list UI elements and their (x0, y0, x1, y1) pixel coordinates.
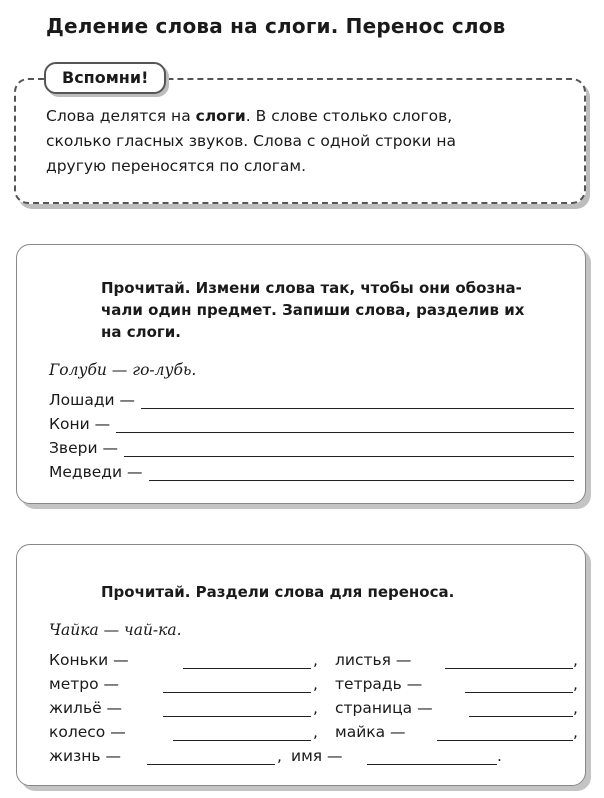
remember-line: сколько гласных звуков. Слова с одной строки на (46, 132, 457, 150)
task-1-word-list (49, 385, 574, 481)
remember-line: Слова делятся на слоги. В слове столько слогов, (46, 107, 453, 125)
row-end-mark: , (573, 723, 578, 741)
answer-blank[interactable] (367, 748, 497, 765)
word-row (49, 409, 574, 433)
word-pair-row: метро — , тетрадь — , (49, 675, 578, 693)
word-pair-row: жильё — , страница — , (49, 699, 578, 717)
word-pair-row: колесо — , майка — , (49, 723, 578, 741)
remember-line: другую переносятся по слогам. (46, 157, 307, 175)
row-end-mark: , (573, 651, 578, 669)
instruction-line: Прочитай. Измени слова так, чтобы они обозна- (101, 279, 522, 297)
task-1-instruction (101, 277, 524, 343)
answer-blank[interactable] (163, 700, 311, 717)
word-label: Звери — (49, 439, 118, 457)
word-label: колесо — (49, 723, 126, 741)
word-label: майка — (335, 723, 406, 741)
word-label: Кони — (49, 415, 111, 433)
task-2-instruction (101, 581, 454, 603)
word-row (49, 457, 574, 481)
row-end-mark: , (573, 699, 578, 717)
word-label: страница — (335, 699, 433, 717)
word-label: Коньки — (49, 651, 129, 669)
word-pair-row: жизнь — , имя — . (49, 747, 502, 765)
row-end-mark: . (497, 747, 502, 765)
word-label: метро — (49, 675, 120, 693)
task-1-example: Голуби — го-лубь. (49, 361, 197, 379)
word-label: тетрадь — (335, 675, 423, 693)
word-row (49, 385, 574, 409)
instruction-line: чали один предмет. Запиши слова, разделив их (101, 301, 525, 319)
task-2-panel (16, 544, 586, 786)
remember-tag: Вспомни! (44, 62, 166, 94)
answer-blank[interactable] (147, 748, 275, 765)
instruction-line: Прочитай. Раздели слова для переноса. (101, 583, 455, 601)
word-label: жильё — (49, 699, 123, 717)
instruction-line: на слоги. (101, 323, 181, 341)
remember-text (46, 104, 566, 179)
task-2-word-pairs (49, 645, 579, 765)
answer-blank[interactable] (163, 676, 311, 693)
answer-blank[interactable] (437, 724, 573, 741)
answer-blank[interactable] (183, 652, 311, 669)
word-pair-row: Коньки — , листья — , (49, 651, 578, 669)
answer-blank[interactable] (469, 700, 573, 717)
answer-blank[interactable] (141, 392, 574, 409)
page-title: Деление слова на слоги. Перенос слов (46, 14, 506, 38)
answer-blank[interactable] (173, 724, 311, 741)
row-end-mark: , (573, 675, 578, 693)
answer-blank[interactable] (116, 416, 574, 433)
answer-blank[interactable] (445, 652, 573, 669)
task-1-panel (16, 244, 586, 504)
answer-blank[interactable] (465, 676, 573, 693)
answer-blank[interactable] (124, 440, 574, 457)
word-row (49, 433, 574, 457)
word-label: листья — (335, 651, 412, 669)
answer-blank[interactable] (149, 464, 574, 481)
word-label: Лошади — (49, 391, 136, 409)
word-label: жизнь — (49, 747, 121, 765)
word-label: Медведи — (49, 463, 143, 481)
task-2-example: Чайка — чай-ка. (49, 621, 182, 639)
word-label: имя — (291, 747, 343, 765)
